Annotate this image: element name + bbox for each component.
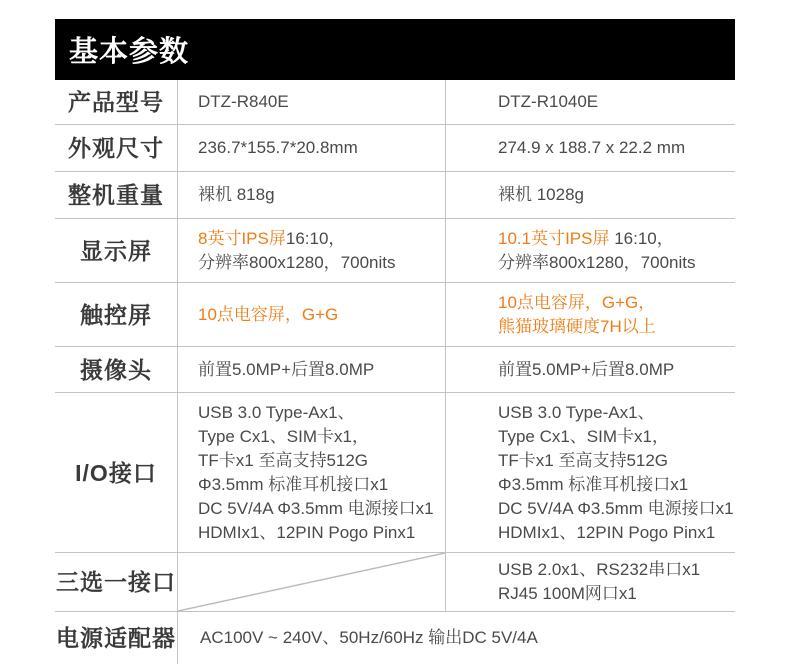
- cell-display-right: [445, 219, 735, 283]
- row-label-power-adapter: 电源适配器: [56, 625, 176, 651]
- io-left-line2: Type Cx1、SIM卡x1，: [198, 426, 369, 446]
- row-label-camera: 摄像头: [55, 347, 177, 393]
- cell-combo-left-na: [177, 553, 445, 612]
- io-left-lines: [198, 401, 434, 545]
- cell-display-left: [177, 219, 445, 283]
- display-right-line2: 分辨率800x1280，700nits: [498, 252, 696, 272]
- cell-touch-right: [445, 283, 735, 347]
- io-right-line4: Φ3.5mm 标准耳机接口x1: [498, 474, 689, 494]
- cell-model-right: DTZ-R1040E: [445, 80, 735, 125]
- cell-dimensions-right: 274.9 x 188.7 x 22.2 mm: [445, 125, 735, 172]
- touch-right-line2: 熊猫玻璃硬度7H以上: [498, 316, 656, 336]
- cell-model-left: DTZ-R840E: [177, 80, 445, 125]
- combo-right-line2: RJ45 100M网口x1: [498, 584, 637, 603]
- io-right-lines: [498, 401, 734, 545]
- row-label-display: 显示屏: [55, 219, 177, 283]
- io-left-line6: HDMIx1、12PIN Pogo Pinx1: [198, 522, 416, 542]
- cell-combo-right: [445, 553, 735, 612]
- io-right-line5: DC 5V/4A Φ3.5mm 电源接口x1: [498, 498, 734, 518]
- cell-power-adapter-value: AC100V ~ 240V、50Hz/60Hz 输出DC 5V/4A: [177, 612, 735, 664]
- row-label-combo-port: 三选一接口: [55, 553, 177, 612]
- display-left-highlight: 8英寸IPS屏: [198, 228, 286, 248]
- display-right-rest: 16:10，: [609, 228, 674, 248]
- io-left-line4: Φ3.5mm 标准耳机接口x1: [198, 474, 389, 494]
- io-left-line1: USB 3.0 Type-Ax1、: [198, 402, 355, 422]
- section-title: 基本参数: [69, 36, 190, 68]
- row-label-touch: 触控屏: [55, 283, 177, 347]
- row-label-weight: 整机重量: [55, 172, 177, 219]
- io-right-line1: USB 3.0 Type-Ax1、: [498, 402, 655, 422]
- row-label-product-model: 产品型号: [55, 80, 177, 125]
- display-right-text: [498, 227, 696, 275]
- cell-weight-left: 裸机 818g: [177, 172, 445, 219]
- display-left-text: [198, 227, 396, 275]
- cell-touch-left: [177, 283, 445, 347]
- row-label-dimensions: 外观尺寸: [55, 125, 177, 172]
- combo-right-line1: USB 2.0x1、RS232串口x1: [498, 560, 701, 579]
- touch-right-line1: 10点电容屏，G+G，: [498, 292, 656, 312]
- spec-table: [55, 80, 735, 664]
- cell-camera-right: 前置5.0MP+后置8.0MP: [445, 347, 735, 393]
- display-left-rest: 16:10，: [285, 228, 346, 248]
- cell-io-right: [445, 393, 735, 553]
- touch-right-text: [498, 291, 656, 339]
- touch-left-text: 10点电容屏，G+G: [198, 304, 339, 324]
- diagonal-na-line: [178, 553, 445, 611]
- cell-dimensions-left: 236.7*155.7*20.8mm: [177, 125, 445, 172]
- display-left-line2: 分辨率800x1280，700nits: [198, 252, 396, 272]
- cell-camera-left: 前置5.0MP+后置8.0MP: [177, 347, 445, 393]
- display-left-line1: [198, 227, 396, 251]
- io-right-line2: Type Cx1、SIM卡x1，: [498, 426, 669, 446]
- cell-io-left: [177, 393, 445, 553]
- io-left-line5: DC 5V/4A Φ3.5mm 电源接口x1: [198, 498, 434, 518]
- io-right-line3: TF卡x1 至高支持512G: [498, 450, 669, 470]
- io-left-line3: TF卡x1 至高支持512G: [198, 450, 369, 470]
- section-header: [55, 19, 735, 80]
- row-label-io: I/O接口: [55, 393, 177, 553]
- combo-right-lines: [498, 558, 700, 606]
- display-right-line1: [498, 227, 696, 251]
- cell-weight-right: 裸机 1028g: [445, 172, 735, 219]
- io-right-line6: HDMIx1、12PIN Pogo Pinx1: [498, 522, 716, 542]
- display-right-highlight: 10.1英寸IPS屏: [498, 228, 610, 248]
